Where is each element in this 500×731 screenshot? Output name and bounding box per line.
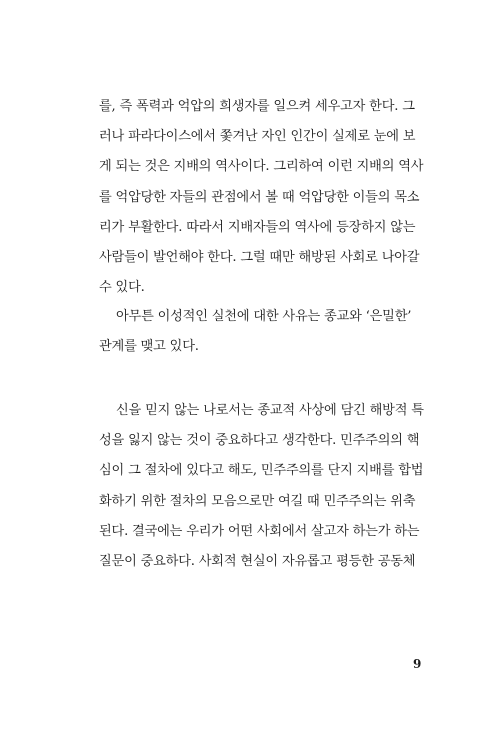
page-number: 9 (413, 657, 422, 671)
text-line: 를 억압당한 자들의 관점에서 볼 때 억압당한 이들의 목소 (99, 189, 420, 205)
text-line: 수 있다. (99, 280, 145, 296)
text-line: 화하기 위한 절차의 모음으로만 여길 때 민주주의는 위축 (99, 493, 416, 509)
text-line: 성을 잃지 않는 것이 중요하다고 생각한다. 민주주의의 핵 (99, 433, 420, 449)
text-line: 사람들이 발언해야 한다. 그럴 때만 해방된 사회로 나아갈 (99, 249, 420, 265)
text-line: 질문이 중요하다. 사회적 현실이 자유롭고 평등한 공동체 (99, 553, 416, 569)
text-line: 러나 파라다이스에서 쫓겨난 자인 인간이 실제로 눈에 보 (99, 129, 416, 145)
text-line: 리가 부활한다. 따라서 지배자들의 역사에 등장하지 않는 (99, 219, 416, 235)
text-line: 된다. 결국에는 우리가 어떤 사회에서 살고자 하는가 하는 (99, 523, 420, 539)
paragraph-2 (99, 302, 439, 362)
text-line: 심이 그 절차에 있다고 해도, 민주주의를 단지 지배를 합법 (99, 463, 424, 479)
paragraph-3 (99, 396, 439, 577)
text-line: 게 되는 것은 지배의 역사이다. 그리하여 이런 지배의 역사 (99, 159, 424, 175)
text-line: 관계를 맺고 있다. (99, 339, 199, 355)
text-line: 를, 즉 폭력과 억압의 희생자를 일으켜 세우고자 한다. 그 (99, 99, 415, 114)
text-line: 신을 믿지 않는 나로서는 종교적 사상에 담긴 해방적 특 (116, 403, 424, 418)
paragraph-1 (99, 92, 439, 303)
text-line: 아무튼 이성적인 실천에 대한 사유는 종교와 ‘은밀한’ (116, 309, 412, 324)
